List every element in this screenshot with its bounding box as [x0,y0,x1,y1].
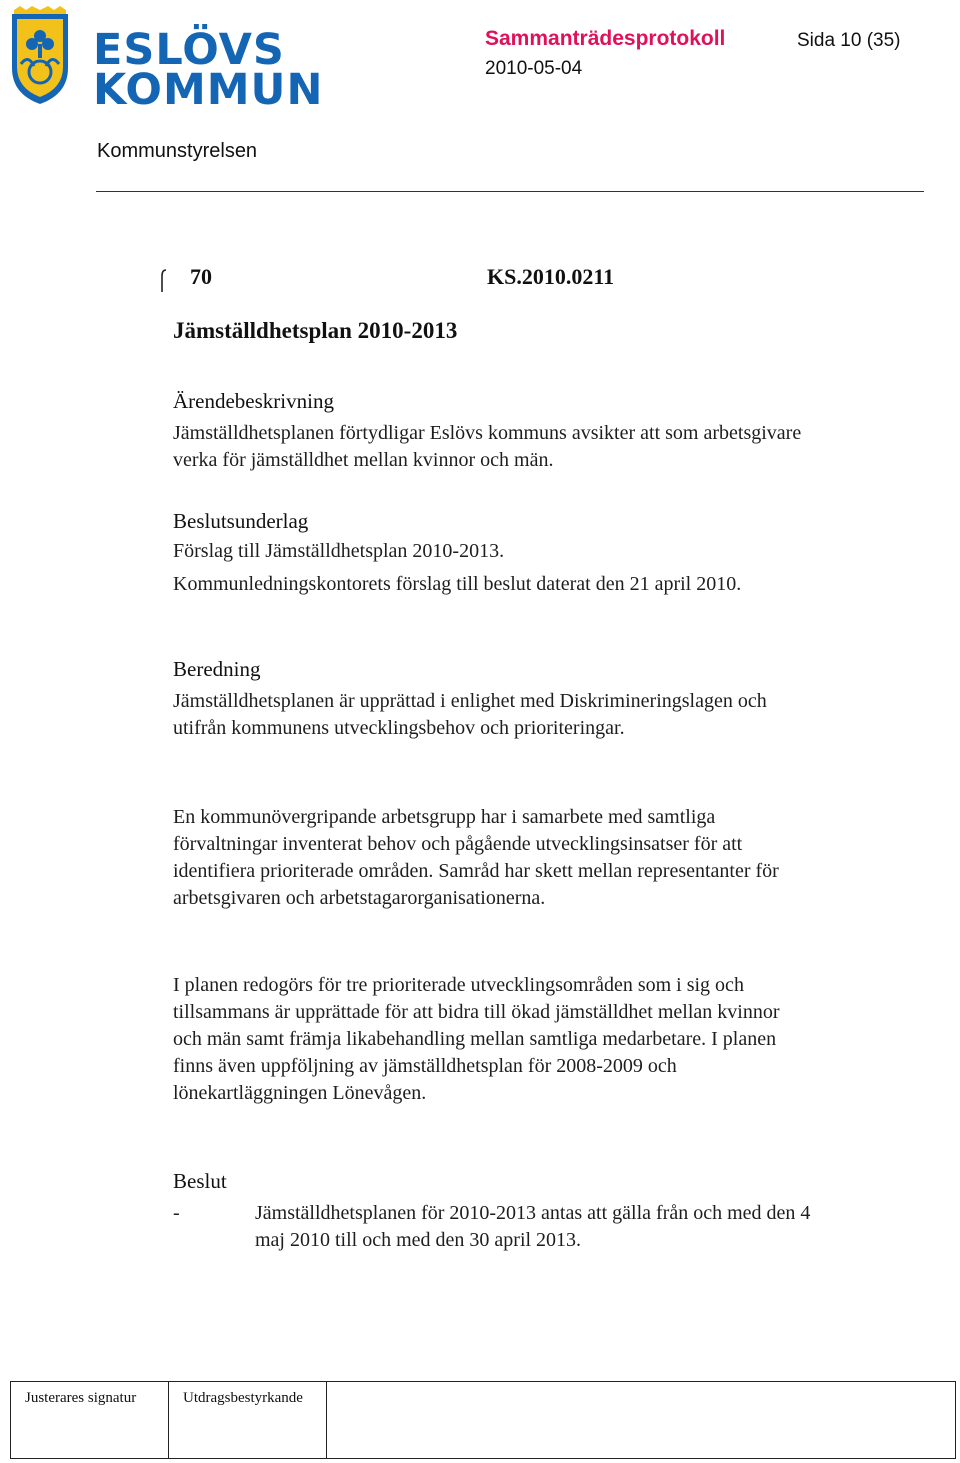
beslutsunderlag-item: Förslag till Jämställdhetsplan 2010-2013. [173,540,505,562]
paragraph-arendebeskrivning: Jämställdhetsplanen förtydligar Eslövs kommuns avsikter att som arbetsgivare verka för jämställdhet mellan kvinnor och män. [173,422,802,471]
municipal-shield-logo [8,6,72,106]
beslutsunderlag-item: Kommunledningskontorets förslag till beslut daterat den 21 april 2010. [173,573,742,595]
beslut-list-dash: - [173,1202,180,1224]
heading-beslutsunderlag: Beslutsunderlag [173,509,309,533]
footer-label-utdrag: Utdragsbestyrkande [183,1390,303,1406]
paragraph-beredning: I planen redogörs för tre prioriterade utvecklingsområden som i sig och tillsammans är upprättade för att bidra till ökad jämställdhet mellan kvinnor och män samt främja likabehandling mellan samtliga medarbetare. I planen finns även uppföljning av jämställdhetsplan för 2008-2009 och lönekartläggningen Lönevågen. [173,974,780,1104]
case-number: KS.2010.0211 [487,264,615,289]
document-type: Sammanträdesprotokoll [485,27,726,50]
heading-arendebeskrivning: Ärendebeskrivning [173,389,334,413]
footer-cell-utdrag [169,1382,327,1458]
case-title: Jämställdhetsplan 2010-2013 [173,318,458,343]
beslut-item: Jämställdhetsplanen för 2010-2013 antas att gälla från och med den 4 maj 2010 till och med den 30 april 2013. [255,1202,811,1251]
paragraph-beredning: Jämställdhetsplanen är upprättad i enlighet med Diskrimineringslagen och utifrån kommunens utvecklingsbehov och prioriteringar. [173,690,767,739]
logo-wordmark-line1: ESLÖVS [93,25,285,75]
page-number: Sida 10 (35) [797,30,901,51]
signature-footer [10,1381,956,1459]
header-divider [96,191,924,192]
document-date: 2010-05-04 [485,58,583,79]
paragraph-number: 70 [190,264,212,289]
committee-name: Kommunstyrelsen [97,140,258,162]
heading-beslut: Beslut [173,1169,227,1193]
footer-cell-justerare [11,1382,169,1458]
logo-wordmark-line2: KOMMUN [93,65,324,115]
heading-beredning: Beredning [173,657,261,681]
paragraph-beredning: En kommunövergripande arbetsgrupp har i samarbete med samtliga förvaltningar inventerat behov och pågående utvecklingsinsatser för att identifiera prioriterade områden. Samråd har skett mellan representanter för arbetsgivaren och arbetstagarorganisationerna. [173,806,779,909]
footer-label-justerare: Justerares signatur [25,1390,137,1406]
